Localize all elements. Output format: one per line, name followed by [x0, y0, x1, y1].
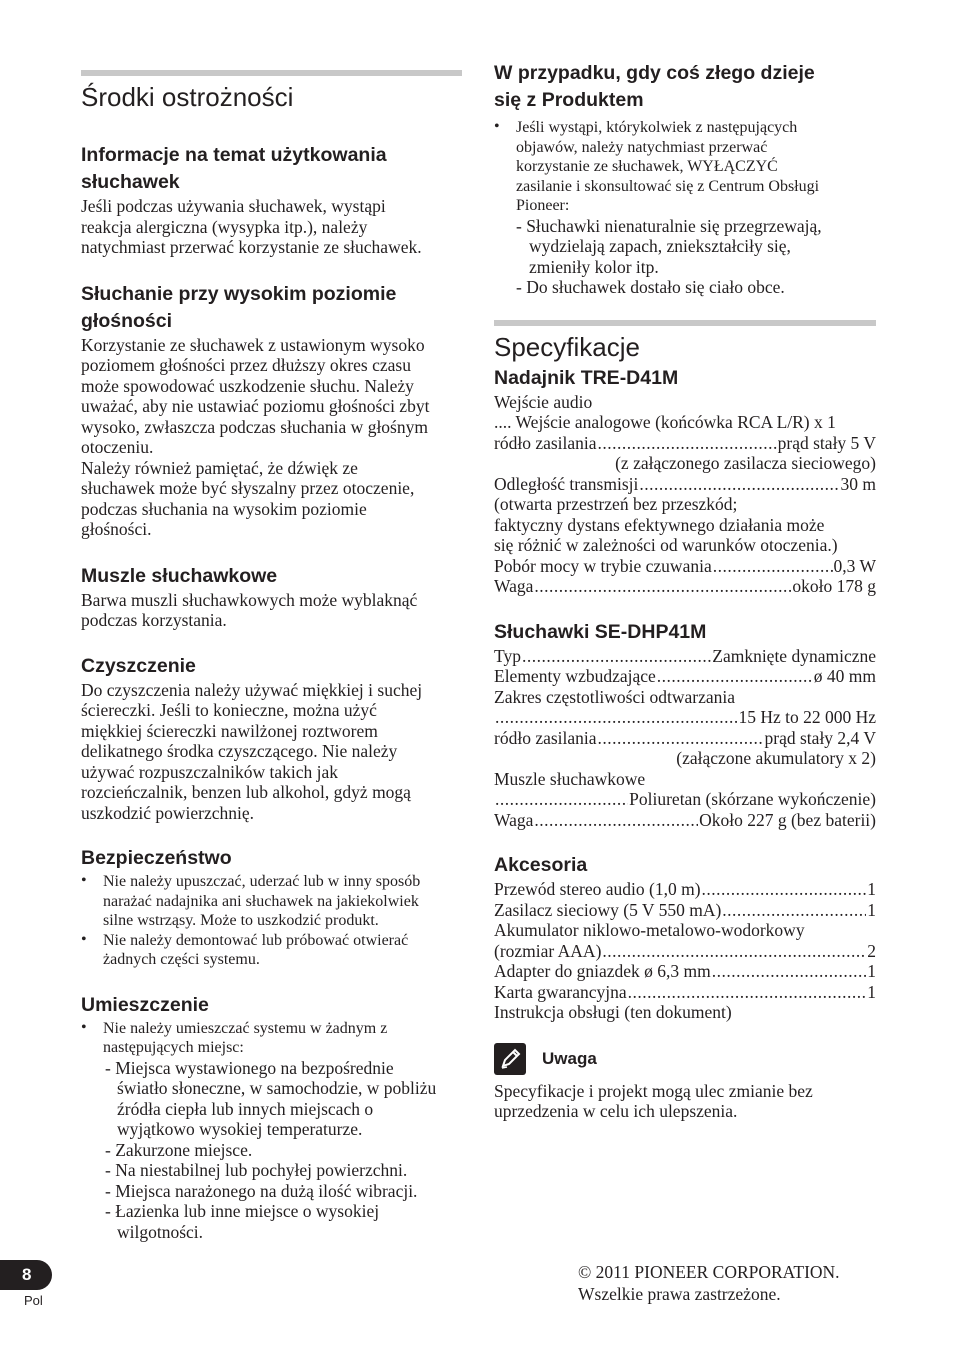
section-heading: W przypadku, gdy coś złego dzieje — [494, 62, 815, 84]
dash-line: - Miejsca narażonego na dużą ilość wibracji. — [105, 1180, 418, 1201]
spec-row — [494, 474, 876, 495]
section-heading: Informacje na temat użytkowania — [81, 144, 387, 166]
spec-label: Waga — [494, 576, 534, 596]
spec-value: Poliuretan (skórzane wykończenie) — [629, 789, 876, 809]
note-line: uprzedzenia w celu ich ulepszenia. — [494, 1101, 738, 1121]
leader-dots — [628, 982, 867, 1003]
section-transmitter — [494, 365, 876, 597]
paragraph-line: rozcieńczalnik, benzen lub alkohol, gdyż mogą — [81, 782, 411, 802]
spec-label: Muszle słuchawkowe — [494, 768, 646, 789]
paragraph-line: natychmiast przerwać korzystanie ze słuchawek. — [81, 237, 422, 257]
spec-row — [494, 728, 876, 749]
spec-label: Wejście audio — [494, 391, 593, 412]
paragraph-line: słuchawek może być słyszalny przez otoczenie, — [81, 478, 415, 498]
spec-row — [494, 900, 876, 921]
bullet-item — [494, 118, 876, 298]
section-heading: Muszle słuchawkowe — [81, 564, 278, 587]
leader-dots — [534, 576, 791, 597]
paragraph-line: uszkodzić powierzchnię. — [81, 802, 254, 823]
dash-line: wilgotności. — [117, 1221, 204, 1242]
spec-value: 30 m — [840, 473, 876, 494]
dash-line: wydzielają zapach, zniekształciły się, — [529, 236, 791, 256]
leader-dots — [713, 556, 833, 577]
paragraph-line: może spowodować uszkodzenie słuchu. Należy — [81, 375, 414, 396]
bullet-line: • Nie należy demontować lub próbować otwierać — [103, 931, 409, 949]
spec-value: 2 — [867, 940, 876, 961]
bullet-line: zasilanie i skonsultować się z Centrum Obsługi — [516, 177, 820, 195]
left-column — [81, 70, 462, 1242]
spec-label: Pobór mocy w trybie czuwania — [494, 555, 712, 576]
rights-line: Wszelkie prawa zastrzeżone. — [578, 1284, 781, 1304]
spec-label: Akumulator niklowo-metalowo-wodorkowy — [494, 920, 805, 940]
section-earcups — [81, 563, 462, 631]
language-code: Pol — [24, 1293, 43, 1308]
section-volume — [81, 281, 462, 540]
bullet-line: Pioneer: — [516, 197, 570, 214]
dash-list — [103, 1058, 462, 1243]
spec-label: Zakres częstotliwości odtwarzania — [494, 686, 736, 707]
spec-value: 15 Hz to 22 000 Hz — [738, 707, 876, 727]
spec-label: Przewód stereo audio (1,0 m) — [494, 879, 701, 899]
spec-label: Zasilacz sieciowy (5 V 550 mA) — [494, 899, 722, 920]
paragraph-line: Barwa muszli słuchawkowych może wyblaknąć — [81, 589, 418, 610]
bullet-line: silne wstrząsy. Może to uszkodzić produkt. — [103, 912, 379, 929]
spec-label: Elementy wzbudzające — [494, 666, 656, 686]
dash-line: - Zakurzone miejsce. — [105, 1139, 253, 1160]
section-heading: Bezpieczeństwo — [81, 847, 232, 869]
section-heading: słuchawek — [81, 171, 180, 193]
spec-label: ródło zasilania — [494, 432, 597, 453]
note-label: Uwaga — [542, 1048, 597, 1068]
spec-row — [494, 879, 876, 900]
leader-dots — [702, 879, 867, 900]
section-placement — [81, 992, 462, 1243]
note-text — [494, 1081, 876, 1122]
bullet-line: następujących miejsc: — [103, 1039, 244, 1056]
paragraph-line: Korzystanie ze słuchawek z ustawionym wysoko — [81, 334, 425, 355]
spec-value: 1 — [867, 981, 876, 1002]
dash-line: - Łazienka lub inne miejsce o wysokiej — [105, 1201, 380, 1221]
paragraph-line: ściereczki. Jeśli to konieczne, można użyć — [81, 700, 377, 720]
paragraph-line: wysoko, zwłaszcza podczas słuchania w głośnym — [81, 416, 428, 437]
spec-note: (z załączonego zasilacza sieciowego) — [615, 453, 876, 473]
bullet-line: żadnych części systemu. — [103, 951, 260, 968]
spec-row — [494, 433, 876, 454]
leader-dots — [598, 728, 764, 749]
dash-line: - Na niestabilnej lub pochyłej powierzchni. — [105, 1160, 408, 1180]
section-heading: się z Produktem — [494, 89, 644, 111]
section-heading: Słuchawki SE-DHP41M — [494, 620, 707, 643]
dash-line: - Miejsca wystawionego na bezpośrednie — [105, 1057, 394, 1078]
bullet-line: • Jeśli wystąpi, którykolwiek z następujących — [516, 119, 798, 136]
bullet-item — [81, 1019, 462, 1243]
leader-dots — [534, 810, 698, 831]
spec-note: się różnić w zależności od warunków otoczenia.) — [494, 535, 838, 555]
right-column — [494, 60, 876, 1122]
page-title: Środki ostrożności — [81, 82, 294, 112]
paragraph-line: używać rozpuszczalników takich jak — [81, 761, 339, 782]
section-headphones — [494, 619, 876, 831]
bullet-item — [81, 931, 462, 970]
spec-label: Odległość transmisji — [494, 473, 639, 494]
spec-value: 1 — [867, 879, 876, 899]
bullet-line: korzystanie ze słuchawek, WYŁĄCZYĆ — [516, 158, 778, 175]
paragraph-line: poziomem głośności przez dłuższy okres czasu — [81, 355, 411, 375]
spec-value: .... Wejście analogowe (końcówka RCA L/R) x 1 — [494, 412, 836, 432]
copyright-line: © 2011 PIONEER CORPORATION. — [578, 1262, 840, 1282]
spec-label: Instrukcja obsługi (ten dokument) — [494, 1002, 732, 1022]
spec-value: prąd stały 5 V — [777, 432, 876, 453]
spec-label: Karta gwarancyjna — [494, 981, 627, 1002]
section-safety — [81, 845, 462, 970]
section-cleaning — [81, 653, 462, 824]
leader-dots — [657, 666, 813, 687]
spec-value: około 178 g — [792, 576, 876, 596]
leader-dots — [495, 707, 737, 728]
leader-dots — [639, 474, 839, 495]
dash-line: światło słoneczne, w samochodzie, w pobliżu — [117, 1078, 437, 1098]
spec-value: prąd stały 2,4 V — [764, 727, 876, 748]
leader-dots — [602, 941, 866, 962]
section-rule — [494, 320, 876, 326]
spec-value: 1 — [867, 961, 876, 981]
spec-label: Adapter do gniazdek ø 6,3 mm — [494, 961, 711, 981]
spec-row — [494, 810, 876, 831]
paragraph-line: reakcja alergiczna (wysypka itp.), należy — [81, 216, 368, 237]
leader-dots — [712, 961, 866, 982]
spec-label: Waga — [494, 809, 534, 830]
spec-note: (otwarta przestrzeń bez przeszkód; — [494, 494, 738, 514]
section-heading: Umieszczenie — [81, 993, 209, 1016]
section-heading: Słuchanie przy wysokim poziomie — [81, 282, 397, 305]
paragraph-line: Jeśli podczas używania słuchawek, wystąpi — [81, 196, 386, 216]
note-line: Specyfikacje i projekt mogą ulec zmianie bez — [494, 1080, 813, 1101]
dash-line: - Do słuchawek dostało się ciało obce. — [516, 277, 785, 297]
section-heading: Nadajnik TRE-D41M — [494, 366, 679, 389]
spec-row — [494, 646, 876, 667]
leader-dots — [722, 900, 866, 921]
bullet-line: • Nie należy umieszczać systemu w żadnym z — [103, 1019, 388, 1037]
paragraph-line: otoczeniu. — [81, 437, 154, 457]
spec-label: ródło zasilania — [494, 727, 597, 748]
bullet-line: narażać nadajnika ani słuchawek na jakiekolwiek — [103, 892, 419, 910]
section-trouble — [494, 60, 876, 298]
dash-line: wyjątkowo wysokiej temperaturze. — [117, 1119, 363, 1139]
note-section — [494, 1043, 876, 1122]
paragraph-line: Do czyszczenia należy używać miękkiej i suchej — [81, 679, 423, 700]
copyright-block — [578, 1261, 840, 1305]
spec-value: 1 — [867, 899, 876, 920]
spec-row — [494, 556, 876, 577]
paragraph-line: uważać, aby nie ustawiać poziomu głośności zbyt — [81, 396, 430, 416]
bullet-line: • Nie należy upuszczać, uderzać lub w inny sposób — [103, 873, 421, 890]
spec-row — [494, 666, 876, 687]
section-heading: Akcesoria — [494, 854, 588, 876]
bullet-line: objawów, należy natychmiast przerwać — [516, 138, 768, 156]
dash-line: zmieniły kolor itp. — [529, 256, 659, 277]
note-header — [494, 1043, 876, 1075]
page-number-tab: 8 — [0, 1260, 52, 1290]
leader-dots — [598, 433, 777, 454]
section-rule — [81, 70, 462, 76]
spec-title: Specyfikacje — [494, 331, 640, 362]
spec-row — [494, 576, 876, 597]
section-accessories — [494, 852, 876, 1023]
section-heading: głośności — [81, 309, 173, 332]
paragraph-line: podczas słuchania na wysokim poziomie — [81, 498, 367, 519]
spec-note: faktyczny dystans efektywnego działania może — [494, 514, 825, 535]
spec-row — [494, 982, 876, 1003]
paragraph-line: delikatnego środka czyszczącego. Nie należy — [81, 741, 398, 761]
section-heading: Czyszczenie — [81, 654, 196, 677]
paragraph-line: miękkiej ściereczki nawilżonej roztworem — [81, 720, 378, 741]
spec-value: ø 40 mm — [813, 666, 876, 686]
pencil-note-icon — [494, 1043, 526, 1075]
dash-line: źródła ciepła lub innych miejscach o — [117, 1098, 374, 1119]
leader-dots — [522, 646, 711, 667]
section-usage — [81, 142, 462, 258]
leader-dots — [495, 789, 628, 810]
spec-row — [494, 789, 876, 810]
spec-note: (załączone akumulatory x 2) — [676, 748, 876, 768]
spec-row — [494, 961, 876, 982]
bullet-item — [81, 872, 462, 931]
spec-value: Zamknięte dynamiczne — [712, 645, 876, 666]
spec-row — [494, 941, 876, 962]
paragraph-line: głośności. — [81, 519, 152, 539]
pencil-icon-glyph — [494, 1043, 526, 1075]
paragraph-line: podczas korzystania. — [81, 610, 227, 630]
paragraph-line: Należy również pamiętać, że dźwięk ze — [81, 457, 358, 478]
spec-label: (rozmiar AAA) — [494, 940, 602, 961]
spec-row — [494, 707, 876, 728]
spec-label: Typ — [494, 645, 521, 666]
dash-line: - Słuchawki nienaturalnie się przegrzewają, — [516, 215, 822, 236]
spec-value: Około 227 g (bez baterii) — [699, 809, 876, 830]
spec-value: 0,3 W — [833, 555, 876, 576]
